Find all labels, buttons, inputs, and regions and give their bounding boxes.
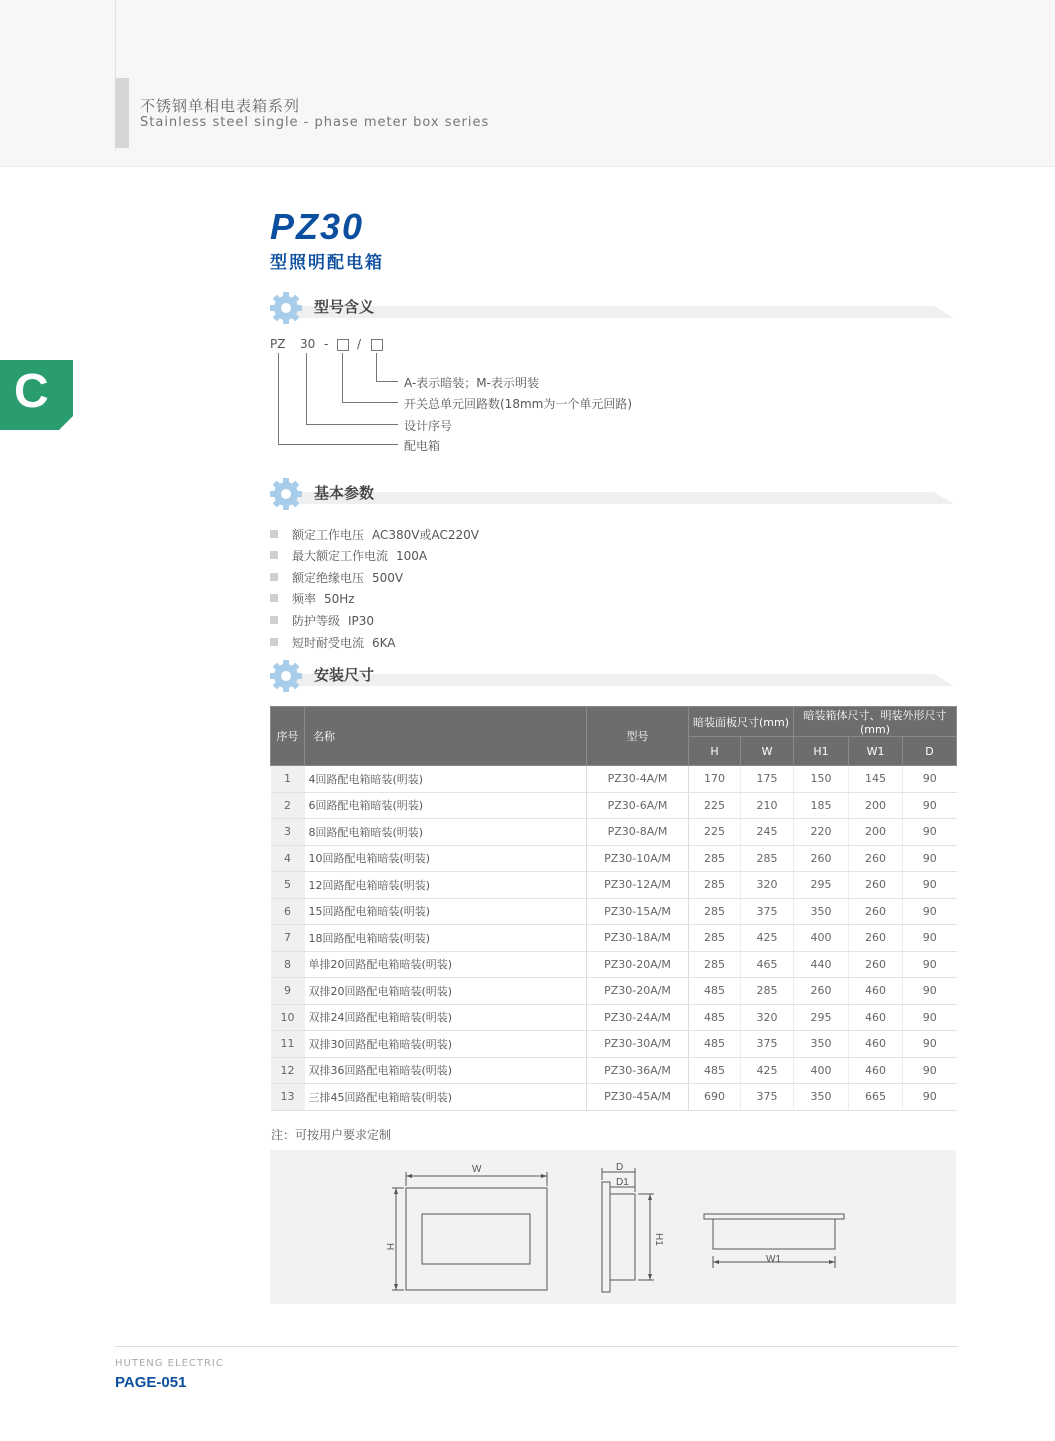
cell-d: 90 [903,766,957,793]
table-row [271,898,957,925]
cell-w1: 260 [849,898,903,925]
row-index: 6 [271,898,305,925]
cell-h1: 350 [794,1031,849,1058]
param-withstand-current: 短时耐受电流 6KA [292,636,396,650]
label-d1: D1 [616,1177,629,1188]
row-index: 11 [271,1031,305,1058]
row-index: 1 [271,766,305,793]
table-row [271,792,957,819]
row-type: PZ30-18A/M [587,925,689,952]
table-row [271,819,957,846]
row-index: 5 [271,872,305,899]
cell-d: 90 [903,1057,957,1084]
cell-w1: 460 [849,1031,903,1058]
row-type: PZ30-30A/M [587,1031,689,1058]
row-name: 三排45回路配电箱暗装(明装) [305,1084,587,1111]
row-index: 7 [271,925,305,952]
row-name: 12回路配电箱暗装(明装) [305,872,587,899]
series-title-en: Stainless steel single - phase meter box series [140,115,490,130]
cell-h1: 150 [794,766,849,793]
code-slash: / [357,337,362,351]
section-strip [286,674,954,686]
col-w1: W1 [849,737,903,766]
row-type: PZ30-8A/M [587,819,689,846]
row-index: 4 [271,845,305,872]
cell-h: 485 [689,1031,741,1058]
tree-line [278,353,279,444]
cell-h: 285 [689,845,741,872]
param-max-current: 最大额定工作电流 100A [292,549,428,563]
top-view-flange [704,1214,844,1219]
col-group-panel: 暗装面板尺寸(mm) [689,707,794,737]
product-name: 型照明配电箱 [270,253,384,273]
front-view-window [422,1214,530,1264]
cell-h: 285 [689,925,741,952]
param-rated-voltage: 额定工作电压 AC380V或AC220V [292,528,479,542]
cell-w1: 260 [849,872,903,899]
section-meaning-title: 型号含义 [314,298,375,316]
tab-fold-corner [59,416,73,430]
cell-w1: 200 [849,819,903,846]
footer-brand: HUTENG ELECTRIC [115,1358,224,1369]
row-name: 双排24回路配电箱暗装(明装) [305,1004,587,1031]
table-row [271,1057,957,1084]
cell-w1: 260 [849,951,903,978]
legend-distribution-box: 配电箱 [404,439,441,453]
row-index: 9 [271,978,305,1005]
cell-d: 90 [903,951,957,978]
row-name: 18回路配电箱暗装(明装) [305,925,587,952]
cell-h: 285 [689,872,741,899]
param-insulation-voltage: 额定绝缘电压 500V [292,571,404,585]
row-index: 13 [271,1084,305,1111]
cell-d: 90 [903,978,957,1005]
section-meaning-header [268,290,958,326]
cell-h: 170 [689,766,741,793]
cell-h: 690 [689,1084,741,1111]
cell-d: 90 [903,792,957,819]
row-type: PZ30-10A/M [587,845,689,872]
cell-h: 485 [689,1004,741,1031]
row-type: PZ30-45A/M [587,1084,689,1111]
row-index: 12 [271,1057,305,1084]
cell-w1: 260 [849,925,903,952]
page-number: PAGE-051 [115,1374,187,1391]
gear-icon [268,476,304,512]
row-type: PZ30-36A/M [587,1057,689,1084]
tree-line [306,353,307,424]
section-params-header [268,476,958,512]
dimension-table [270,706,957,1111]
row-type: PZ30-6A/M [587,792,689,819]
row-type: PZ30-4A/M [587,766,689,793]
col-h: H [689,737,741,766]
code-series: 30 [300,337,316,351]
row-name: 单排20回路配电箱暗装(明装) [305,951,587,978]
table-row [271,1004,957,1031]
cell-d: 90 [903,819,957,846]
row-index: 10 [271,1004,305,1031]
cell-h1: 295 [794,1004,849,1031]
bullet-icon [270,616,278,624]
cell-w1: 200 [849,792,903,819]
cell-d: 90 [903,1004,957,1031]
cell-w: 425 [741,1057,794,1084]
product-model: PZ30 [270,206,365,247]
row-name: 6回路配电箱暗装(明装) [305,792,587,819]
front-view-outline [406,1188,547,1290]
header-accent-bar [115,78,129,148]
col-group-body: 暗装箱体尺寸、明装外形尺寸(mm) [794,707,957,737]
table-row [271,872,957,899]
side-view-body [610,1194,635,1280]
table-row [271,1031,957,1058]
col-h1: H1 [794,737,849,766]
code-prefix: PZ [270,337,286,351]
cell-d: 90 [903,872,957,899]
col-d: D [903,737,957,766]
param-protection-class: 防护等级 IP30 [292,614,375,628]
chapter-tab [0,360,73,430]
tree-line [376,381,398,382]
tree-line [278,444,398,445]
cell-d: 90 [903,1084,957,1111]
cell-w1: 145 [849,766,903,793]
cell-h: 285 [689,898,741,925]
cell-w: 210 [741,792,794,819]
col-w: W [741,737,794,766]
header-band [0,0,1055,167]
cell-w: 375 [741,1084,794,1111]
section-install-title: 安装尺寸 [314,666,375,684]
bullet-icon [270,530,278,538]
tree-line [376,353,377,381]
code-dash: - [324,337,329,351]
cell-w: 175 [741,766,794,793]
cell-w: 245 [741,819,794,846]
table-body [271,766,957,1111]
row-type: PZ30-15A/M [587,898,689,925]
dimension-drawing [270,1150,956,1304]
cell-h: 225 [689,792,741,819]
section-strip [286,306,954,318]
row-name: 8回路配电箱暗装(明装) [305,819,587,846]
table-row [271,766,957,793]
row-name: 双排36回路配电箱暗装(明装) [305,1057,587,1084]
legend-design-number: 设计序号 [404,419,453,433]
cell-d: 90 [903,925,957,952]
cell-w1: 260 [849,845,903,872]
row-index: 2 [271,792,305,819]
col-type: 型号 [587,707,689,766]
cell-w1: 665 [849,1084,903,1111]
footer-divider [115,1346,958,1347]
section-strip [286,492,954,504]
label-h: H [384,1243,395,1251]
cell-w: 465 [741,951,794,978]
cell-h1: 295 [794,872,849,899]
cell-w: 425 [741,925,794,952]
row-name: 双排20回路配电箱暗装(明装) [305,978,587,1005]
cell-d: 90 [903,1031,957,1058]
bullet-icon [270,594,278,602]
bullet-icon [270,551,278,559]
cell-h: 485 [689,1057,741,1084]
cell-h: 485 [689,978,741,1005]
table-row [271,845,957,872]
cell-d: 90 [903,845,957,872]
bullet-icon [270,573,278,581]
row-name: 10回路配电箱暗装(明装) [305,845,587,872]
cell-w: 320 [741,1004,794,1031]
cell-w1: 460 [849,1004,903,1031]
cell-h1: 400 [794,1057,849,1084]
cell-h: 285 [689,951,741,978]
cell-h1: 260 [794,978,849,1005]
code-box-mount [371,339,383,351]
cell-d: 90 [903,898,957,925]
row-type: PZ30-24A/M [587,1004,689,1031]
cell-h1: 400 [794,925,849,952]
series-title-cn: 不锈钢单相电表箱系列 [140,97,301,115]
side-view-flange [602,1182,610,1292]
label-d: D [616,1162,624,1173]
code-box-circuits [337,339,349,351]
section-install-header [268,658,958,694]
cell-h1: 350 [794,898,849,925]
legend-mount-type: A-表示暗装；M-表示明装 [404,376,539,390]
cell-w: 375 [741,1031,794,1058]
label-h1: H1 [653,1233,664,1246]
chapter-letter: C [14,365,49,418]
cell-h1: 220 [794,819,849,846]
tree-line [306,424,398,425]
table-row [271,978,957,1005]
top-view-body [713,1219,835,1249]
tree-line [342,353,343,402]
cell-w: 285 [741,978,794,1005]
bullet-icon [270,638,278,646]
label-w: W [472,1164,482,1175]
table-row [271,1084,957,1111]
row-name: 4回路配电箱暗装(明装) [305,766,587,793]
row-index: 3 [271,819,305,846]
row-type: PZ30-20A/M [587,978,689,1005]
cell-h1: 260 [794,845,849,872]
row-name: 双排30回路配电箱暗装(明装) [305,1031,587,1058]
row-name: 15回路配电箱暗装(明装) [305,898,587,925]
row-type: PZ30-20A/M [587,951,689,978]
drawing-svg [270,1150,956,1304]
cell-w: 375 [741,898,794,925]
cell-w1: 460 [849,978,903,1005]
cell-w: 285 [741,845,794,872]
tree-line [342,402,398,403]
row-type: PZ30-12A/M [587,872,689,899]
cell-w: 320 [741,872,794,899]
table-row [271,951,957,978]
section-params-title: 基本参数 [314,484,375,502]
cell-h1: 440 [794,951,849,978]
cell-h1: 350 [794,1084,849,1111]
gear-icon [268,658,304,694]
cell-h1: 185 [794,792,849,819]
row-index: 8 [271,951,305,978]
col-index: 序号 [271,707,305,766]
table-row [271,925,957,952]
gear-icon [268,290,304,326]
cell-w1: 460 [849,1057,903,1084]
custom-note: 注：可按用户要求定制 [271,1128,392,1142]
cell-h: 225 [689,819,741,846]
legend-circuit-count: 开关总单元回路数(18mm为一个单元回路) [404,397,633,411]
param-frequency: 频率 50Hz [292,592,355,606]
label-w1: W1 [766,1254,781,1265]
col-name: 名称 [305,707,587,766]
